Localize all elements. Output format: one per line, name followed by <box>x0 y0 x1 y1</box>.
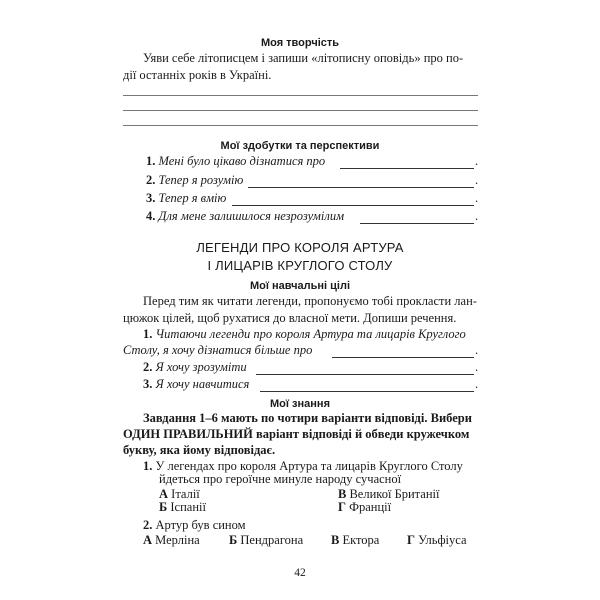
creativity-text-line2: дії останніх років в Україні. <box>123 68 272 82</box>
answer-option[interactable]: Г Ульфіуса <box>407 533 467 547</box>
fill-line[interactable] <box>340 168 474 169</box>
fill-line[interactable] <box>256 374 474 375</box>
goal-item-1-line1: 1. Читаючи легенди про короля Артура та лицарів Круглого <box>143 327 466 341</box>
period: . <box>475 154 479 168</box>
fill-line[interactable] <box>360 223 474 224</box>
task-instruction-line2: ОДИН ПРАВИЛЬНИЙ варіант відповіді й обведи кружечком <box>123 427 470 441</box>
answer-option[interactable]: В Великої Британії <box>338 487 440 501</box>
period: . <box>475 377 479 391</box>
answer-option[interactable]: А Мерліна <box>143 533 200 547</box>
achievement-item-2: 2. Тепер я розумію <box>146 173 244 187</box>
goal-item-2: 2. Я хочу зрозуміти <box>143 360 247 374</box>
answer-line[interactable] <box>123 125 478 126</box>
page-title-line1: ЛЕГЕНДИ ПРО КОРОЛЯ АРТУРА <box>196 240 404 255</box>
page-number: 42 <box>294 567 306 579</box>
achievement-item-3: 3. Тепер я вмію <box>146 191 227 205</box>
question-1-line1: 1. У легендах про короля Артура та лицарів Круглого Столу <box>143 459 463 473</box>
fill-line[interactable] <box>248 187 474 188</box>
goals-intro-line2: цюжок цілей, щоб рухатися до власної мети. Допиши речення. <box>123 311 457 325</box>
answer-option[interactable]: Б Іспанії <box>159 500 206 514</box>
answer-option[interactable]: А Італії <box>159 487 200 501</box>
page-title-line2: І ЛИЦАРІВ КРУГЛОГО СТОЛУ <box>207 258 393 273</box>
answer-option[interactable]: В Ектора <box>331 533 380 547</box>
period: . <box>475 191 479 205</box>
fill-line[interactable] <box>332 357 474 358</box>
achievement-item-1: 1. Мені було цікаво дізнатися про <box>146 154 326 168</box>
fill-line[interactable] <box>260 391 474 392</box>
question-2: 2. Артур був сином <box>143 518 246 532</box>
period: . <box>475 173 479 187</box>
section-heading-knowledge: Мої знання <box>270 398 330 410</box>
period: . <box>475 209 479 223</box>
question-1-line2: йдеться про героїчне минуле народу сучасної <box>159 472 402 486</box>
answer-line[interactable] <box>123 95 478 96</box>
goals-intro-line1: Перед тим як читати легенди, пропонуємо тобі прокласти лан- <box>143 294 477 308</box>
task-instruction-line1: Завдання 1–6 мають по чотири варіанти відповіді. Вибери <box>143 411 472 425</box>
fill-line[interactable] <box>232 205 474 206</box>
section-heading-achievements: Мої здобутки та перспективи <box>220 140 380 152</box>
creativity-text-line1: Уяви себе літописцем і запиши «літописну оповідь» про по- <box>143 51 464 65</box>
achievement-item-4: 4. Для мене залишилося незрозумілим <box>146 209 345 223</box>
period: . <box>475 343 479 357</box>
goal-item-1-line2: Столу, я хочу дізнатися більше про <box>123 343 313 357</box>
answer-option[interactable]: Б Пендрагона <box>229 533 304 547</box>
task-instruction-line3: букву, яка йому відповідає. <box>123 443 276 457</box>
answer-line[interactable] <box>123 110 478 111</box>
answer-option[interactable]: Г Франції <box>338 500 392 514</box>
period: . <box>475 360 479 374</box>
section-heading-creativity: Моя творчість <box>260 37 340 49</box>
section-heading-goals: Мої навчальні цілі <box>249 280 350 292</box>
goal-item-3: 3. Я хочу навчитися <box>143 377 250 391</box>
